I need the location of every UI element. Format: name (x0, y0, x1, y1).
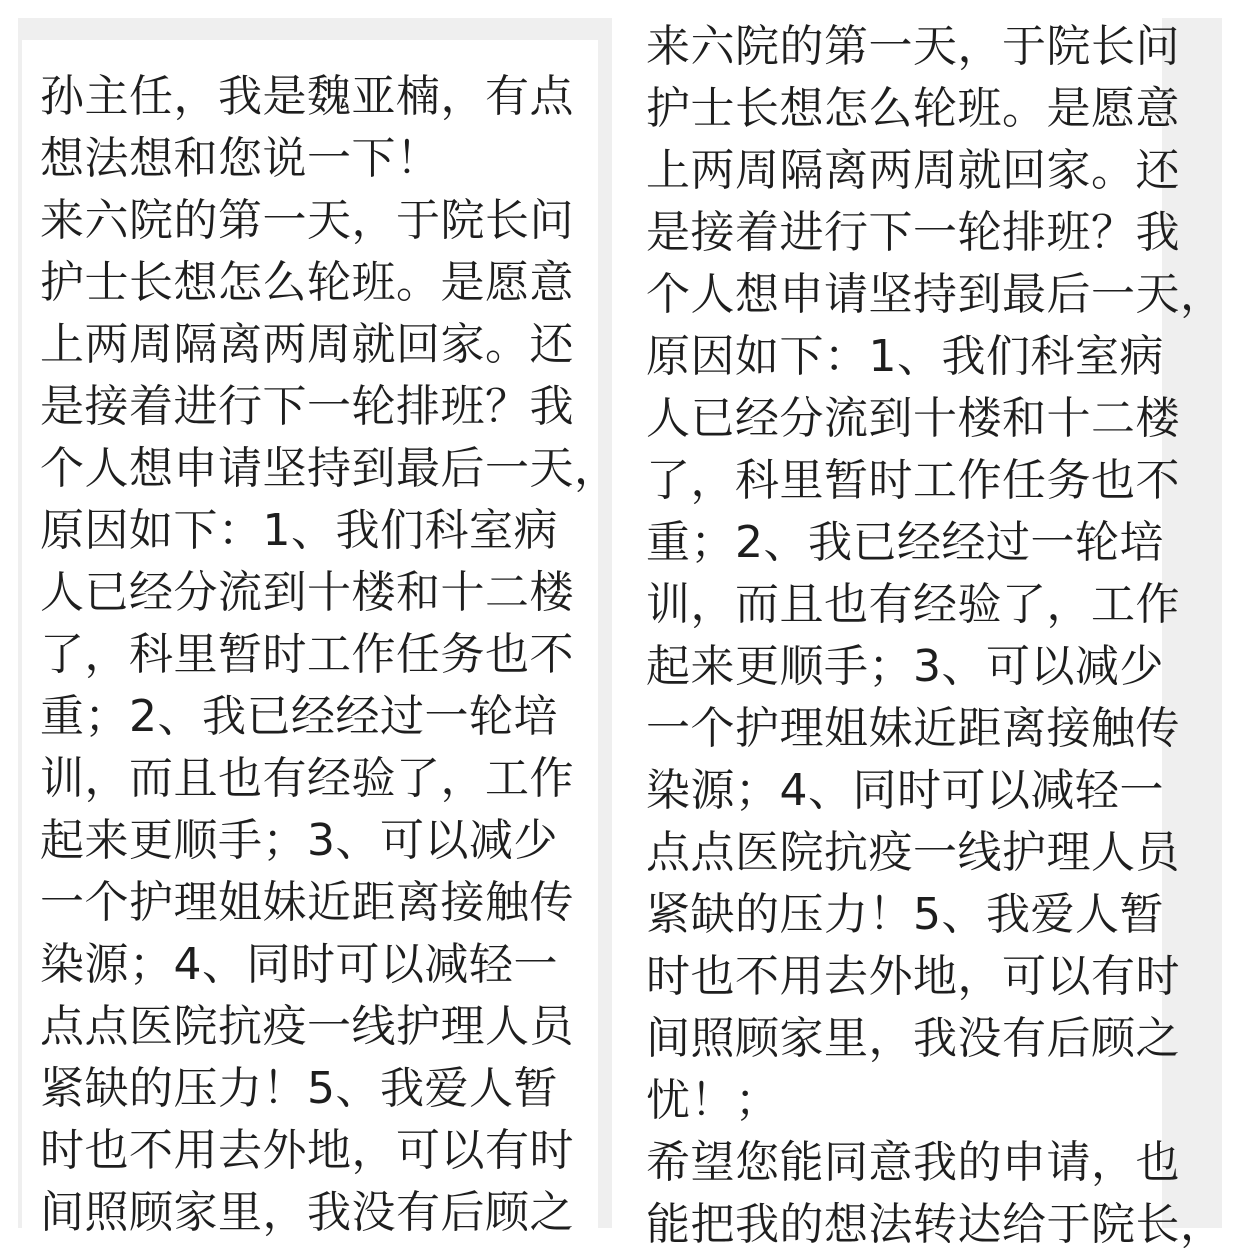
message-line: 是接着进行下一轮排班？我 (40, 381, 574, 432)
message-line: 希望您能同意我的申请，也 (646, 1137, 1180, 1188)
message-line: 训，而且也有经验了，工作 (646, 579, 1180, 630)
message-line: 了，科里暂时工作任务也不 (40, 629, 574, 680)
message-line: 是接着进行下一轮排班？我 (646, 207, 1180, 258)
message-line: 起来更顺手；3、可以减少 (40, 815, 558, 866)
message-line: 了，科里暂时工作任务也不 (646, 455, 1180, 506)
message-line: 起来更顺手；3、可以减少 (646, 641, 1164, 692)
message-line: 来六院的第一天，于院长问 (646, 21, 1180, 72)
message-line: 人已经分流到十楼和十二楼 (40, 567, 574, 618)
message-line: 时也不用去外地，可以有时 (40, 1125, 574, 1176)
message-line: 护士长想怎么轮班。是愿意 (646, 83, 1180, 134)
message-line: 能把我的想法转达给于院长， (646, 1199, 1225, 1250)
message-line: 个人想申请坚持到最后一天， (646, 269, 1225, 320)
message-line: 个人想申请坚持到最后一天， (40, 443, 619, 494)
message-text (646, 16, 1225, 1256)
message-line: 染源；4、同时可以减轻一 (40, 939, 558, 990)
message-line: 来六院的第一天，于院长问 (40, 195, 574, 246)
message-line: 紧缺的压力！5、我爱人暂 (40, 1063, 558, 1114)
message-line: 上两周隔离两周就回家。还 (646, 145, 1180, 196)
message-line: 护士长想怎么轮班。是愿意 (40, 257, 574, 308)
message-line: 间照顾家里，我没有后顾之 (40, 1187, 574, 1238)
message-line: 点点医院抗疫一线护理人员 (40, 1001, 574, 1052)
message-line: 紧缺的压力！5、我爱人暂 (646, 889, 1164, 940)
message-line: 孙主任，我是魏亚楠，有点 (40, 71, 574, 122)
message-line: 重；2、我已经经过一轮培 (646, 517, 1164, 568)
message-line: 染源；4、同时可以减轻一 (646, 765, 1164, 816)
message-line: 原因如下：1、我们科室病 (40, 505, 558, 556)
message-text (40, 66, 619, 1244)
message-line: 间照顾家里，我没有后顾之 (646, 1013, 1180, 1064)
message-line: 点点医院抗疫一线护理人员 (646, 827, 1180, 878)
message-line: 时也不用去外地，可以有时 (646, 951, 1180, 1002)
message-line: 一个护理姐妹近距离接触传 (40, 877, 574, 928)
left-chat-screenshot (18, 18, 619, 1238)
message-line: 一个护理姐妹近距离接触传 (646, 703, 1180, 754)
message-line: 重；2、我已经经过一轮培 (40, 691, 558, 742)
message-line: 原因如下：1、我们科室病 (646, 331, 1164, 382)
message-bubble (22, 40, 619, 1238)
message-line: 想法想和您说一下！ (40, 133, 441, 184)
message-line: 忧！； (646, 1075, 780, 1126)
right-chat-screenshot (628, 18, 1225, 1250)
message-line: 上两周隔离两周就回家。还 (40, 319, 574, 370)
message-line: 人已经分流到十楼和十二楼 (646, 393, 1180, 444)
message-bubble (628, 18, 1225, 1250)
message-line: 训，而且也有经验了，工作 (40, 753, 574, 804)
